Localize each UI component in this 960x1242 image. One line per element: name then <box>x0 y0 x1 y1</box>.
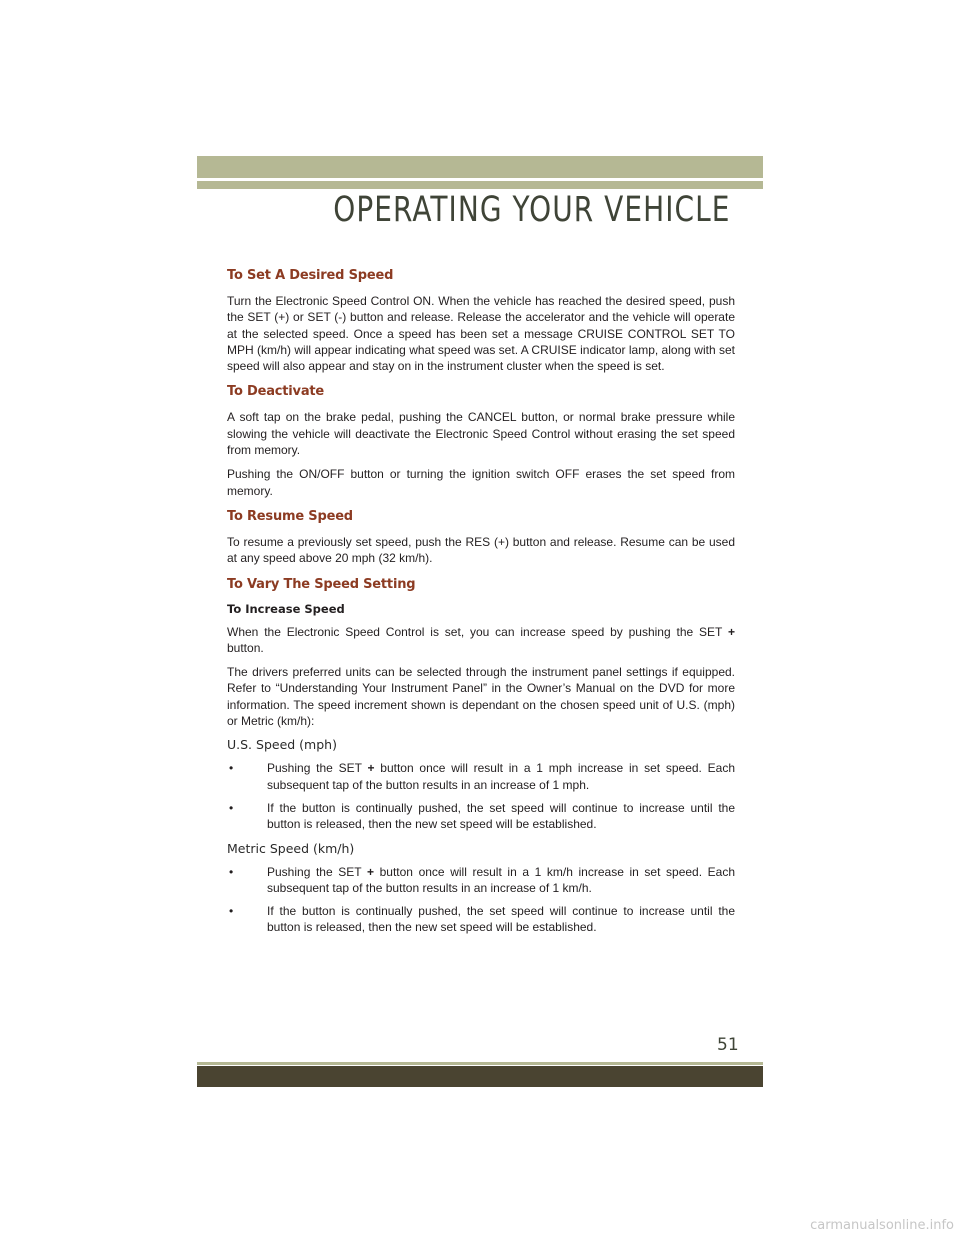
list-item <box>227 800 735 833</box>
plus-symbol: + <box>367 761 375 776</box>
heading-vary-speed: To Vary The Speed Setting <box>227 576 416 592</box>
plus-symbol: + <box>366 864 374 879</box>
paragraph-increase-speed <box>227 624 735 657</box>
page-content <box>227 268 735 943</box>
paragraph-deactivate-1: A soft tap on the brake pedal, pushing the CANCEL button, or normal brake pressure while slowing the vehicle will deactivate the Electronic Speed Control without erasing the set speed from memory. <box>227 410 735 458</box>
list-item <box>227 864 735 897</box>
header-rule <box>197 181 763 189</box>
footer-band <box>197 1066 763 1087</box>
list-us-speed <box>227 760 735 832</box>
paragraph-deactivate-2: Pushing the ON/OFF button or turning the ignition switch OFF erases the set speed from memory. <box>227 467 735 498</box>
list-item-text-end: button once will result in a 1 mph increase in set speed. Each subsequent tap of the button results in an increase of 1 mph. <box>267 761 736 792</box>
bullet-icon: • <box>229 864 234 879</box>
heading-resume-speed: To Resume Speed <box>227 508 353 524</box>
plus-symbol: + <box>727 624 735 639</box>
footer-rule <box>197 1062 763 1065</box>
list-metric-speed <box>227 864 735 936</box>
list-item <box>227 903 735 936</box>
increase-speed-text: When the Electronic Speed Control is set, you can increase speed by pushing the SET <box>227 624 728 639</box>
list-item-text: If the button is continually pushed, the set speed will continue to increase until the button is released, then the new set speed will be established. <box>267 904 735 935</box>
page-number: 51 <box>717 1035 739 1055</box>
heading-increase-speed: To Increase Speed <box>227 601 345 616</box>
list-item-text: Pushing the SET <box>267 864 367 879</box>
bullet-icon: • <box>229 904 234 919</box>
heading-us-speed: U.S. Speed (mph) <box>227 737 337 753</box>
paragraph-units: The drivers preferred units can be selected through the instrument panel settings if equipped. Refer to “Understanding Your Instrument Panel” in the Owner’s Manual on the DVD for more information. The speed increment shown is dependant on the chosen speed unit of U.S. (mph) or Metric (km/h): <box>227 665 735 729</box>
list-item <box>227 760 735 793</box>
paragraph-resume-speed: To resume a previously set speed, push the RES (+) button and release. Resume can be used at any speed above 20 mph (32 km/h). <box>227 534 735 566</box>
heading-set-speed: To Set A Desired Speed <box>227 268 394 283</box>
list-item-text: If the button is continually pushed, the set speed will continue to increase until the button is released, then the new set speed will be established. <box>267 800 735 832</box>
increase-speed-text-end: button. <box>227 640 264 655</box>
header-band <box>197 156 763 178</box>
watermark: carmanualsonline.info <box>810 1218 954 1233</box>
bullet-icon: • <box>229 761 234 776</box>
heading-metric-speed: Metric Speed (km/h) <box>227 840 355 856</box>
list-item-text-end: button once will result in a 1 km/h increase in set speed. Each subsequent tap of the button results in an increase of 1 km/h. <box>267 864 736 895</box>
paragraph-set-speed: Turn the Electronic Speed Control ON. When the vehicle has reached the desired speed, push the SET (+) or SET (-) button and release. Release the accelerator and the vehicle will operate at the selected speed. Once a speed has been set a message CRUISE CONTROL SET TO MPH (km/h) will appear indicating what speed was set. A CRUISE indicator lamp, along with set speed will also appear and stay on in the instrument cluster when the speed is set. <box>227 294 735 374</box>
section-title: OPERATING YOUR VEHICLE <box>332 190 730 230</box>
heading-deactivate: To Deactivate <box>227 384 325 400</box>
list-item-text: Pushing the SET <box>267 761 368 776</box>
bullet-icon: • <box>229 800 234 815</box>
